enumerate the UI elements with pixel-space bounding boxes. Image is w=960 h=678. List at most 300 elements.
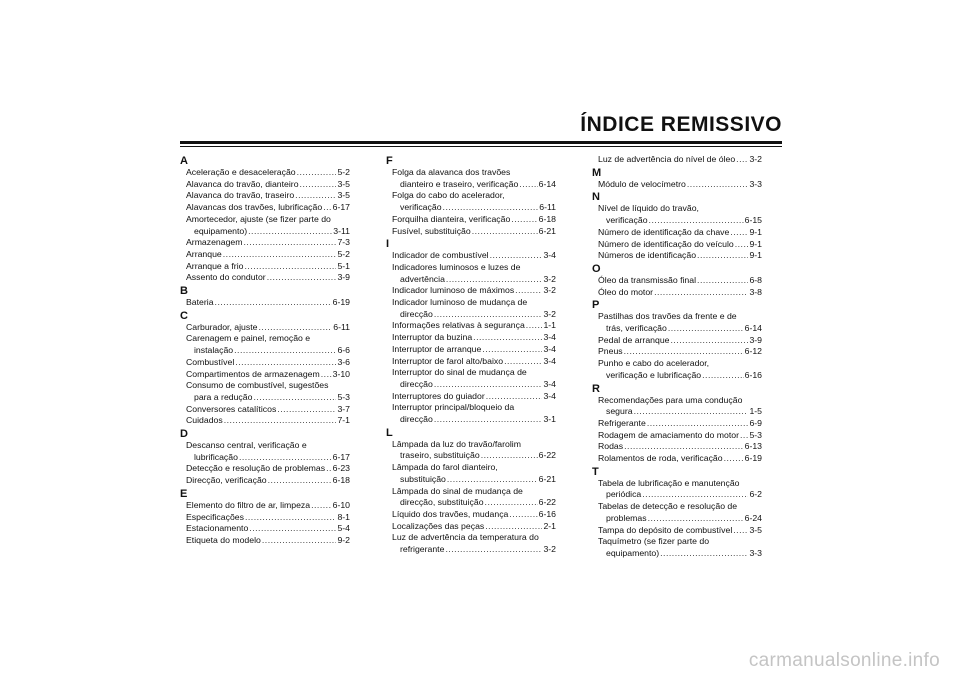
entry-text: Indicador luminoso de mudança de bbox=[392, 297, 528, 308]
page-number: 1-5 bbox=[749, 406, 762, 417]
entry-text: Refrigerante bbox=[598, 417, 646, 428]
dot-leader bbox=[249, 523, 336, 535]
entry-text: direcção bbox=[400, 378, 433, 389]
dot-leader bbox=[486, 391, 543, 403]
entry-text: Lâmpada da luz do travão/farolim bbox=[392, 438, 521, 449]
index-entry bbox=[180, 357, 350, 369]
entry-text: verificação bbox=[606, 215, 648, 226]
page-number: 6-12 bbox=[744, 346, 762, 357]
dot-leader bbox=[326, 463, 332, 475]
page-number: 6-18 bbox=[332, 475, 350, 486]
dot-leader bbox=[323, 202, 331, 214]
dot-leader bbox=[668, 323, 744, 335]
section-letter: B bbox=[180, 285, 188, 298]
entry-text: Lâmpada do farol dianteiro, bbox=[392, 462, 498, 473]
index-entry bbox=[180, 369, 350, 381]
dot-leader bbox=[624, 441, 743, 453]
index-entry bbox=[592, 501, 762, 524]
section-letter: M bbox=[592, 166, 602, 179]
entry-text: Direcção, verificação bbox=[186, 475, 267, 486]
dot-leader bbox=[215, 297, 332, 309]
dot-leader bbox=[485, 497, 538, 509]
dot-leader bbox=[262, 535, 337, 547]
index-entry bbox=[180, 214, 350, 237]
page-number: 5-1 bbox=[337, 260, 350, 271]
dot-leader bbox=[485, 521, 542, 533]
section-letter: I bbox=[386, 238, 390, 251]
entry-text: Cuidados bbox=[186, 415, 223, 426]
entry-text: Interruptor de arranque bbox=[392, 343, 482, 354]
page-number: 3-5 bbox=[337, 190, 350, 201]
entry-text: Punho e cabo do acelerador, bbox=[598, 358, 710, 369]
dot-leader bbox=[660, 548, 748, 560]
index-entry bbox=[386, 462, 556, 485]
page-number: 6-23 bbox=[332, 463, 350, 474]
entry-text: Luz de advertência da temperatura do bbox=[392, 532, 539, 543]
page-number: 3-2 bbox=[749, 154, 762, 164]
index-entry bbox=[592, 311, 762, 334]
index-entry bbox=[180, 261, 350, 273]
section-letter: L bbox=[386, 426, 393, 439]
page-number: 3-7 bbox=[337, 403, 350, 414]
dot-leader bbox=[735, 239, 749, 251]
entry-text: Especificações bbox=[186, 511, 244, 522]
dot-leader bbox=[697, 250, 748, 262]
index-entry bbox=[592, 395, 762, 418]
index-entry bbox=[386, 521, 556, 533]
dot-leader bbox=[258, 322, 332, 334]
entry-text: Consumo de combustível, sugestões bbox=[186, 380, 329, 391]
page-number: 3-6 bbox=[337, 356, 350, 367]
entry-text: direcção bbox=[400, 414, 433, 425]
page-number: 3-5 bbox=[749, 524, 762, 535]
dot-leader bbox=[295, 190, 336, 202]
entry-text: Etiqueta do modelo bbox=[186, 534, 261, 545]
index-entry bbox=[386, 214, 556, 226]
page-number: 3-4 bbox=[543, 378, 556, 389]
entry-text: Fusível, substituição bbox=[392, 225, 471, 236]
dot-leader bbox=[245, 512, 336, 524]
dot-leader bbox=[253, 392, 336, 404]
entry-text: Luz de advertência do nível de óleo bbox=[598, 154, 736, 164]
entry-text: segura bbox=[606, 406, 633, 417]
index-entry bbox=[386, 402, 556, 425]
index-entry bbox=[592, 227, 762, 239]
entry-text: Número de identificação da chave bbox=[598, 226, 730, 237]
dot-leader bbox=[321, 369, 332, 381]
entry-text: equipamento) bbox=[606, 547, 660, 558]
entry-text: Elemento do filtro de ar, limpeza bbox=[186, 499, 311, 510]
entry-text: refrigerante bbox=[400, 544, 445, 555]
section-letter: P bbox=[592, 299, 600, 312]
entry-text: Forquilha dianteira, verificação bbox=[392, 213, 511, 224]
index-entry bbox=[180, 297, 350, 309]
dot-leader bbox=[445, 544, 542, 556]
entry-text: Indicador de combustível bbox=[392, 250, 489, 261]
dot-leader bbox=[642, 489, 748, 501]
entry-text: direcção bbox=[400, 308, 433, 319]
page-number: 3-11 bbox=[333, 225, 350, 236]
dot-leader bbox=[648, 513, 744, 525]
dot-leader bbox=[702, 370, 743, 382]
dot-leader bbox=[235, 357, 336, 369]
index-entry bbox=[386, 167, 556, 190]
entry-text: Números de identificação bbox=[598, 250, 697, 261]
dot-leader bbox=[526, 320, 543, 332]
index-entry bbox=[592, 418, 762, 430]
page-number: 6-6 bbox=[337, 345, 350, 356]
index-entry bbox=[386, 297, 556, 320]
section-letter: R bbox=[592, 382, 600, 395]
page-number: 3-2 bbox=[543, 285, 556, 296]
entry-text: Indicador luminoso de máximos bbox=[392, 285, 515, 296]
entry-text: Pastilhas dos travões da frente e de bbox=[598, 311, 737, 322]
index-entry bbox=[180, 535, 350, 547]
dot-leader bbox=[248, 226, 332, 238]
page-number: 5-2 bbox=[337, 248, 350, 259]
page-number: 3-4 bbox=[543, 332, 556, 343]
section-letter: T bbox=[592, 465, 599, 478]
page-number: 6-13 bbox=[744, 441, 762, 452]
page-number: 3-9 bbox=[337, 272, 350, 283]
page-number: 1-1 bbox=[543, 320, 556, 331]
dot-leader bbox=[649, 215, 744, 227]
entry-text: verificação e lubrificação bbox=[606, 369, 702, 380]
index-entry bbox=[592, 179, 762, 191]
section-letter: D bbox=[180, 428, 188, 441]
index-entry bbox=[386, 190, 556, 213]
index-entry bbox=[180, 249, 350, 261]
entry-text: dianteiro e traseiro, verificação bbox=[400, 178, 519, 189]
entry-text: substituição bbox=[400, 473, 446, 484]
page-number: 6-16 bbox=[744, 369, 762, 380]
dot-leader bbox=[504, 356, 542, 368]
index-entry bbox=[180, 500, 350, 512]
page-number: 9-2 bbox=[337, 534, 350, 545]
index-entry bbox=[180, 272, 350, 284]
index-entry bbox=[180, 167, 350, 179]
page-number: 3-3 bbox=[749, 547, 762, 558]
index-entry bbox=[386, 532, 556, 555]
index-entry bbox=[592, 358, 762, 381]
entry-text: Detecção e resolução de problemas bbox=[186, 463, 326, 474]
page-number: 5-3 bbox=[749, 429, 762, 440]
index-entry bbox=[180, 380, 350, 403]
page-number: 6-17 bbox=[332, 202, 350, 213]
page-number: 6-9 bbox=[749, 417, 762, 428]
page-number: 6-17 bbox=[332, 451, 350, 462]
page-number: 3-9 bbox=[749, 334, 762, 345]
entry-text: Tampa do depósito de combustível bbox=[598, 524, 733, 535]
index-entry bbox=[386, 250, 556, 262]
index-entry bbox=[180, 440, 350, 463]
index-entry bbox=[180, 523, 350, 535]
dot-leader bbox=[224, 415, 337, 427]
index-entry bbox=[592, 430, 762, 442]
index-column-3 bbox=[592, 154, 762, 560]
page-number: 6-21 bbox=[538, 225, 556, 236]
page-title: ÍNDICE REMISSIVO bbox=[580, 113, 782, 136]
page-number: 3-2 bbox=[543, 544, 556, 555]
page-number: 9-1 bbox=[749, 238, 762, 249]
entry-text: verificação bbox=[400, 202, 442, 213]
entry-text: direcção, substituição bbox=[400, 497, 484, 508]
entry-text: Módulo de velocímetro bbox=[598, 178, 686, 189]
dot-leader bbox=[671, 335, 749, 347]
index-entry bbox=[592, 275, 762, 287]
dot-leader bbox=[311, 500, 332, 512]
section-letter: O bbox=[592, 262, 601, 275]
entry-text: Nível de líquido do travão, bbox=[598, 203, 699, 214]
page-number: 3-4 bbox=[543, 390, 556, 401]
dot-leader bbox=[268, 475, 332, 487]
dot-leader bbox=[509, 509, 537, 521]
entry-text: Rodagem de amaciamento do motor bbox=[598, 429, 740, 440]
page-number: 6-22 bbox=[538, 497, 556, 508]
entry-text: Bateria bbox=[186, 297, 214, 308]
index-entry bbox=[180, 415, 350, 427]
page-number: 6-10 bbox=[332, 499, 350, 510]
entry-text: periódica bbox=[606, 489, 642, 500]
entry-text: instalação bbox=[194, 345, 234, 356]
entry-text: Compartimentos de armazenagem bbox=[186, 368, 320, 379]
index-entry bbox=[386, 262, 556, 285]
page-number: 3-10 bbox=[332, 368, 350, 379]
dot-leader bbox=[434, 309, 543, 321]
title-rule-thick bbox=[180, 141, 782, 144]
dot-leader bbox=[244, 237, 337, 249]
dot-leader bbox=[234, 345, 336, 357]
dot-leader bbox=[223, 249, 337, 261]
index-entry bbox=[592, 525, 762, 537]
index-entry bbox=[386, 509, 556, 521]
entry-text: Arranque bbox=[186, 248, 222, 259]
entry-text: trás, verificação bbox=[606, 323, 667, 334]
page-number: 3-4 bbox=[543, 250, 556, 261]
page-number: 6-15 bbox=[744, 215, 762, 226]
dot-leader bbox=[443, 202, 539, 214]
entry-text: Recomendações para uma condução bbox=[598, 394, 743, 405]
page-number: 6-14 bbox=[744, 323, 762, 334]
index-entry bbox=[180, 190, 350, 202]
entry-text: Informações relativas à segurança bbox=[392, 320, 525, 331]
title-rule-thin bbox=[180, 146, 782, 147]
index-entry bbox=[180, 237, 350, 249]
section-letter: F bbox=[386, 155, 393, 167]
page-number: 9-1 bbox=[749, 226, 762, 237]
dot-leader bbox=[267, 272, 337, 284]
entry-text: Folga da alavanca dos travões bbox=[392, 167, 511, 177]
dot-leader bbox=[446, 274, 543, 286]
page-number: 8-1 bbox=[337, 511, 350, 522]
section-letter: C bbox=[180, 309, 188, 322]
index-entry bbox=[180, 202, 350, 214]
index-entry bbox=[386, 344, 556, 356]
entry-text: problemas bbox=[606, 512, 647, 523]
entry-text: Armazenagem bbox=[186, 237, 243, 248]
entry-text: Rodas bbox=[598, 441, 624, 452]
dot-leader bbox=[277, 404, 336, 416]
index-entry bbox=[386, 226, 556, 238]
index-entry bbox=[592, 441, 762, 453]
dot-leader bbox=[740, 430, 748, 442]
dot-leader bbox=[730, 227, 748, 239]
entry-text: Lâmpada do sinal de mudança de bbox=[392, 485, 523, 496]
entry-text: Tabelas de detecção e resolução de bbox=[598, 501, 738, 512]
page-number: 6-8 bbox=[749, 274, 762, 285]
entry-text: advertência bbox=[400, 273, 445, 284]
page-number: 6-14 bbox=[538, 178, 556, 189]
dot-leader bbox=[511, 214, 537, 226]
dot-leader bbox=[654, 287, 748, 299]
entry-text: Pneus bbox=[598, 346, 623, 357]
section-letter: N bbox=[592, 191, 600, 204]
entry-text: Interruptor de farol alto/baixo bbox=[392, 355, 504, 366]
dot-leader bbox=[519, 179, 537, 191]
index-column-2 bbox=[386, 154, 556, 556]
entry-text: Interruptores do guiador bbox=[392, 390, 485, 401]
entry-text: Líquido dos travões, mudança bbox=[392, 508, 509, 519]
dot-leader bbox=[733, 525, 748, 537]
index-entry bbox=[180, 333, 350, 356]
dot-leader bbox=[473, 332, 542, 344]
index-entry bbox=[592, 346, 762, 358]
entry-text: traseiro, substituição bbox=[400, 450, 480, 461]
page-number: 6-22 bbox=[538, 450, 556, 461]
entry-text: Amortecedor, ajuste (se fizer parte do bbox=[186, 213, 331, 224]
entry-text: Folga do cabo do acelerador, bbox=[392, 190, 505, 201]
index-entry bbox=[180, 322, 350, 334]
index-entry bbox=[592, 453, 762, 465]
page-number: 3-8 bbox=[749, 286, 762, 297]
entry-text: Interruptor do sinal de mudança de bbox=[392, 367, 527, 378]
entry-text: Carburador, ajuste bbox=[186, 321, 258, 332]
entry-text: Localizações das peças bbox=[392, 520, 485, 531]
page-number: 3-2 bbox=[543, 308, 556, 319]
page-number: 3-4 bbox=[543, 343, 556, 354]
index-entry bbox=[592, 239, 762, 251]
entry-text: Alavanca do travão, traseiro bbox=[186, 190, 295, 201]
entry-text: Taquímetro (se fizer parte do bbox=[598, 536, 710, 547]
page-number: 6-19 bbox=[744, 453, 762, 464]
entry-text: Pedal de arranque bbox=[598, 334, 670, 345]
entry-text: Alavancas dos travões, lubrificação bbox=[186, 202, 323, 213]
index-entry bbox=[386, 391, 556, 403]
entry-text: Descanso central, verificação e bbox=[186, 440, 307, 451]
page-number: 6-21 bbox=[538, 473, 556, 484]
index-entry bbox=[386, 320, 556, 332]
dot-leader bbox=[472, 226, 538, 238]
entry-text: Assento do condutor bbox=[186, 272, 266, 283]
index-entry bbox=[386, 439, 556, 462]
index-entry bbox=[592, 203, 762, 226]
entry-text: Arranque a frio bbox=[186, 260, 244, 271]
section-letter: E bbox=[180, 487, 188, 500]
index-column-1 bbox=[180, 154, 350, 547]
watermark: carmanualsonline.info bbox=[748, 650, 940, 671]
page-number: 6-18 bbox=[538, 213, 556, 224]
index-entry bbox=[386, 367, 556, 390]
index-entry bbox=[592, 250, 762, 262]
page-number: 5-3 bbox=[337, 391, 350, 402]
index-entry bbox=[592, 478, 762, 501]
index-entry bbox=[386, 356, 556, 368]
entry-text: Interruptor principal/bloqueio da bbox=[392, 402, 515, 413]
entry-text: Carenagem e painel, remoção e bbox=[186, 333, 311, 344]
page-number: 6-2 bbox=[749, 489, 762, 500]
page-number: 3-3 bbox=[749, 178, 762, 189]
page-number: 7-3 bbox=[337, 237, 350, 248]
dot-leader bbox=[239, 452, 332, 464]
entry-text: Tabela de lubrificação e manutenção bbox=[598, 477, 740, 488]
entry-text: Rolamentos de roda, verificação bbox=[598, 453, 723, 464]
dot-leader bbox=[624, 346, 744, 358]
entry-text: Aceleração e desaceleração bbox=[186, 167, 296, 177]
page-number: 3-4 bbox=[543, 355, 556, 366]
index-entry bbox=[592, 335, 762, 347]
entry-text: para a redução bbox=[194, 391, 253, 402]
dot-leader bbox=[297, 167, 337, 179]
entry-text: Conversores catalíticos bbox=[186, 403, 277, 414]
page-number: 9-1 bbox=[749, 250, 762, 261]
page-number: 6-11 bbox=[539, 202, 556, 213]
page-number: 6-11 bbox=[333, 321, 350, 332]
entry-text: Alavanca do travão, dianteiro bbox=[186, 178, 299, 189]
index-entry bbox=[180, 475, 350, 487]
dot-leader bbox=[490, 250, 543, 262]
dot-leader bbox=[434, 379, 543, 391]
index-entry bbox=[386, 285, 556, 297]
index-entry bbox=[180, 179, 350, 191]
dot-leader bbox=[434, 414, 543, 426]
page-number: 3-1 bbox=[543, 414, 556, 425]
page-number: 5-2 bbox=[337, 167, 350, 177]
page-number: 6-24 bbox=[744, 512, 762, 523]
index-entry bbox=[592, 154, 762, 166]
page-number: 3-2 bbox=[543, 273, 556, 284]
entry-text: Estacionamento bbox=[186, 523, 249, 534]
index-entry bbox=[180, 463, 350, 475]
entry-text: equipamento) bbox=[194, 225, 248, 236]
page-number: 6-16 bbox=[538, 508, 556, 519]
dot-leader bbox=[736, 154, 748, 166]
dot-leader bbox=[481, 450, 538, 462]
dot-leader bbox=[482, 344, 542, 356]
entry-text: Indicadores luminosos e luzes de bbox=[392, 261, 521, 272]
entry-text: Óleo da transmissão final bbox=[598, 274, 697, 285]
dot-leader bbox=[447, 474, 538, 486]
page-number: 5-4 bbox=[337, 523, 350, 534]
index-entry bbox=[386, 486, 556, 509]
entry-text: Combustível bbox=[186, 356, 235, 367]
page-number: 3-5 bbox=[337, 178, 350, 189]
entry-text: Interruptor da buzina bbox=[392, 332, 473, 343]
dot-leader bbox=[687, 179, 749, 191]
dot-leader bbox=[244, 261, 336, 273]
page-number: 7-1 bbox=[337, 415, 350, 426]
dot-leader bbox=[300, 179, 337, 191]
dot-leader bbox=[697, 275, 748, 287]
dot-leader bbox=[724, 453, 744, 465]
index-entry bbox=[592, 287, 762, 299]
entry-text: lubrificação bbox=[194, 451, 238, 462]
index-entry bbox=[592, 536, 762, 559]
page-number: 2-1 bbox=[543, 520, 556, 531]
entry-text: Óleo do motor bbox=[598, 286, 654, 297]
page-number: 6-19 bbox=[332, 297, 350, 308]
section-letter: A bbox=[180, 155, 188, 167]
dot-leader bbox=[515, 285, 542, 297]
